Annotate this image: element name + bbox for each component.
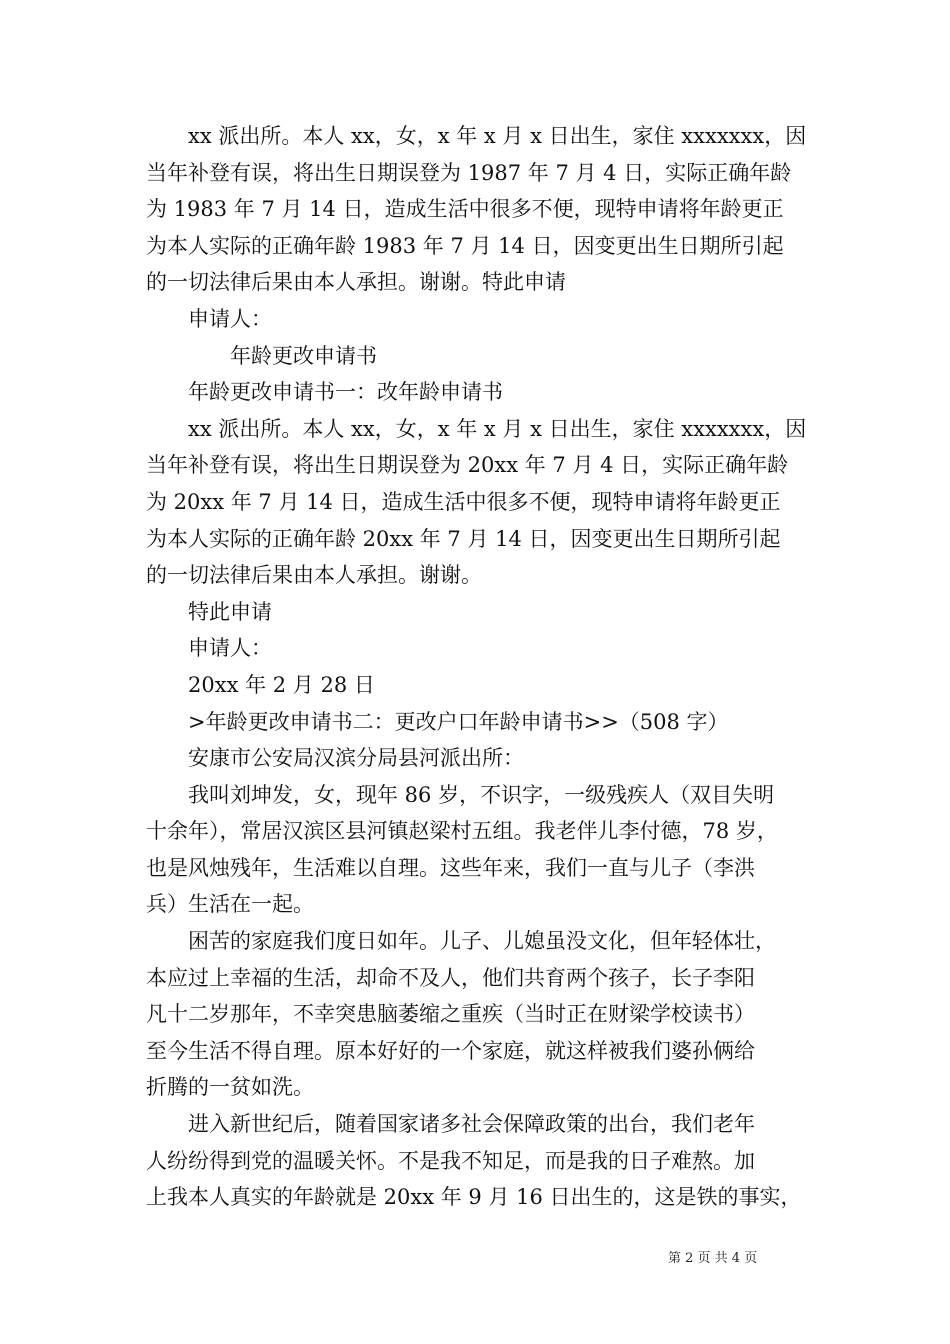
text-line: 为本人实际的正确年龄 20xx 年 7 月 14 日，因变更出生日期所引起	[146, 526, 781, 551]
text-line: 折腾的一贫如洗。	[146, 1075, 314, 1100]
text-line: 当年补登有误，将出生日期误登为 1987 年 7 月 4 日，实际正确年龄	[146, 160, 792, 185]
text-line: 人纷纷得到党的温暖关怀。不是我不知足，而是我的日子难熬。加	[146, 1148, 755, 1173]
text-line: 困苦的家庭我们度日如年。儿子、儿媳虽没文化，但年轻体壮，	[188, 929, 776, 954]
text-line: 为本人实际的正确年龄 1983 年 7 月 14 日，因变更出生日期所引起	[146, 233, 784, 258]
text-line: 申请人：	[188, 306, 272, 331]
text-line: 年龄更改申请书	[230, 343, 377, 368]
document-body	[146, 118, 828, 1216]
page-number: 第 2 页 共 4 页	[668, 1251, 758, 1266]
text-line: 兵）生活在一起。	[146, 892, 314, 917]
text-line: 我叫刘坤发，女，现年 86 岁，不识字，一级残疾人（双目失明	[188, 782, 775, 807]
text-line: 为 1983 年 7 月 14 日，造成生活中很多不便，现特申请将年龄更正	[146, 197, 784, 222]
text-line: xx 派出所。本人 xx，女，x 年 x 月 x 日出生，家住 xxxxxxx，因	[188, 124, 807, 148]
text-line: 安康市公安局汉滨分局县河派出所：	[188, 746, 524, 771]
text-line: >年龄更改申请书二：更改户口年龄申请书>>（508 字）	[188, 709, 729, 734]
text-line: 的一切法律后果由本人承担。谢谢。	[146, 563, 482, 588]
text-line: 20xx 年 2 月 28 日	[188, 672, 375, 697]
text-line: 上我本人真实的年龄就是 20xx 年 9 月 16 日出生的，这是铁的事实，	[146, 1185, 802, 1210]
text-line: 申请人：	[188, 636, 272, 661]
text-line: 凡十二岁那年，不幸突患脑萎缩之重疾（当时正在财梁学校读书）	[146, 1002, 755, 1027]
text-line: xx 派出所。本人 xx，女，x 年 x 月 x 日出生，家住 xxxxxxx，因	[188, 416, 807, 441]
text-line: 本应过上幸福的生活，却命不及人，他们共育两个孩子，长子李阳	[146, 965, 755, 990]
text-line: 当年补登有误，将出生日期误登为 20xx 年 7 月 4 日，实际正确年龄	[146, 453, 789, 478]
text-line: 的一切法律后果由本人承担。谢谢。特此申请	[146, 270, 566, 295]
text-line: 也是风烛残年，生活难以自理。这些年来，我们一直与儿子（李洪	[146, 855, 755, 880]
text-line: 十余年），常居汉滨区县河镇赵梁村五组。我老伴儿李付德，78 岁，	[146, 819, 778, 844]
text-line: 为 20xx 年 7 月 14 日，造成生活中很多不便，现特申请将年龄更正	[146, 489, 781, 514]
text-line: 年龄更改申请书一：改年龄申请书	[188, 380, 503, 405]
text-line: 至今生活不得自理。原本好好的一个家庭，就这样被我们婆孙俩给	[146, 1038, 755, 1063]
text-line: 特此申请	[188, 599, 272, 624]
text-line: 进入新世纪后，随着国家诸多社会保障政策的出台，我们老年	[188, 1112, 755, 1137]
